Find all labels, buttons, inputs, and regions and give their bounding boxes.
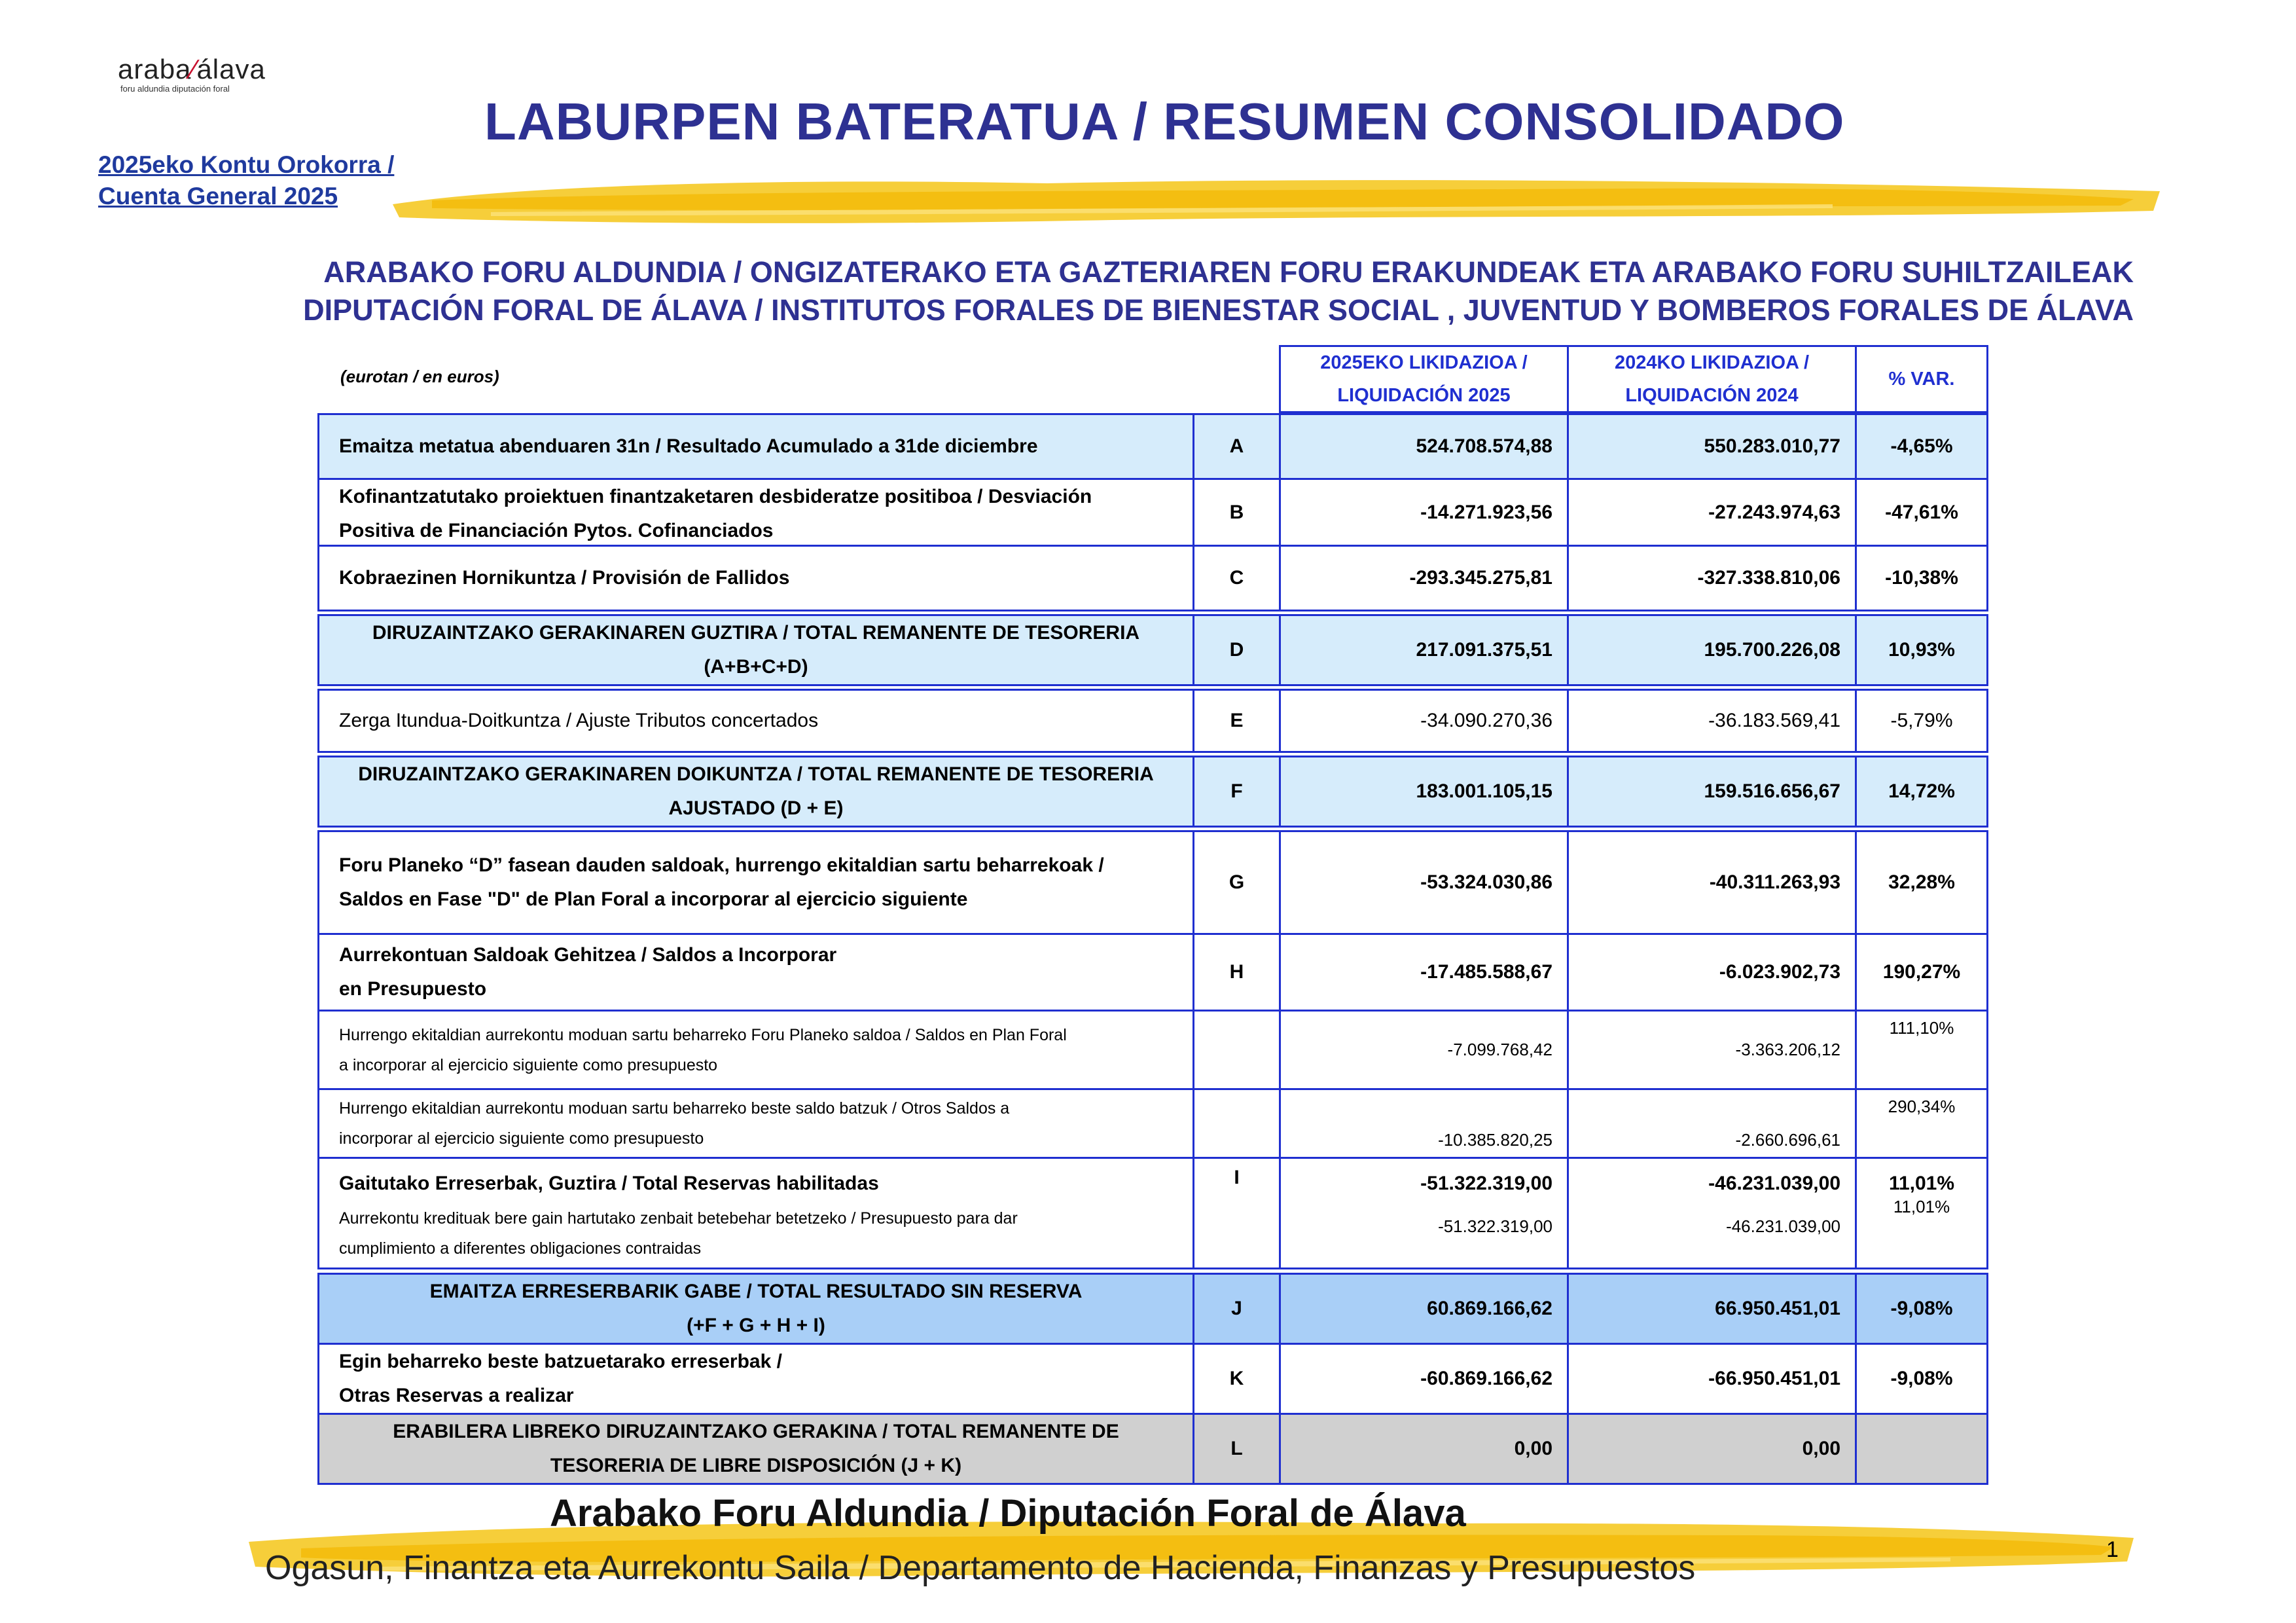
row-label — [317, 1413, 1194, 1485]
row-label — [317, 614, 1194, 686]
column-header-2024 — [1567, 345, 1857, 413]
row-label-line1: ERABILERA LIBREKO DIRUZAINTZAKO GERAKINA / TOTAL REMANENTE DE — [393, 1421, 1119, 1442]
row-sublabel-line1: Aurrekontu kredituak bere gain hartutako zenbait betebehar betetzeko / Presupuesto para dar — [339, 1209, 1018, 1228]
column-header-2025-line2: LIQUIDACIÓN 2025 — [1337, 385, 1511, 406]
row-code: G — [1193, 830, 1281, 935]
row-label-line1: Kofinantzatutako proiektuen finantzaketaren desbideratze positiboa / Desviación — [339, 486, 1092, 507]
table-row-g — [317, 830, 1988, 935]
row-code: A — [1193, 413, 1281, 480]
row-label-line1: Hurrengo ekitaldian aurrekontu moduan sartu beharreko Foru Planeko saldoa / Saldos en Plan Foral — [339, 1025, 1067, 1044]
column-header-2024-line1: 2024KO LIKIDAZIOA / — [1614, 352, 1810, 373]
row-value-2025: -17.485.588,67 — [1279, 933, 1569, 1012]
row-code: L — [1193, 1413, 1281, 1485]
column-header-var-label: % VAR. — [1888, 369, 1955, 390]
row-variation: -47,61% — [1855, 478, 1988, 547]
row-value-2025-main: -51.322.319,00 — [1420, 1173, 1552, 1194]
column-header-2024-line2: LIQUIDACIÓN 2024 — [1625, 385, 1799, 406]
row-value-2024: -3.363.206,12 — [1567, 1010, 1857, 1090]
logo-wordmark-b: álava — [196, 54, 266, 84]
row-label — [317, 1157, 1194, 1269]
row-value-2024: 0,00 — [1567, 1413, 1857, 1485]
row-value-2025: 183.001.105,15 — [1279, 756, 1569, 828]
row-value-2025: -60.869.166,62 — [1279, 1343, 1569, 1415]
table-row-e — [317, 689, 1988, 753]
row-label-line1: Emaitza metatua abenduaren 31n / Resultado Acumulado a 31de diciembre — [339, 435, 1038, 457]
row-value-2025 — [1279, 1157, 1569, 1269]
row-variation: 290,34% — [1855, 1088, 1988, 1159]
logo-wordmark-a: araba — [118, 54, 192, 84]
logo-tagline: foru aldundia diputación foral — [120, 84, 230, 94]
row-label-line1: EMAITZA ERRESERBARIK GABE / TOTAL RESULTADO SIN RESERVA — [429, 1281, 1083, 1302]
row-value-2024: -327.338.810,06 — [1567, 545, 1857, 611]
row-variation: 10,93% — [1855, 614, 1988, 686]
row-label — [317, 545, 1194, 611]
row-code: H — [1193, 933, 1281, 1012]
row-label-line2: TESORERIA DE LIBRE DISPOSICIÓN (J + K) — [550, 1455, 962, 1476]
row-label — [317, 1088, 1194, 1159]
row-value-2024: -66.950.451,01 — [1567, 1343, 1857, 1415]
row-value-2024: -6.023.902,73 — [1567, 933, 1857, 1012]
row-value-2025: -14.271.923,56 — [1279, 478, 1569, 547]
row-code: B — [1193, 478, 1281, 547]
row-label-line2: Positiva de Financiación Pytos. Cofinanciados — [339, 520, 774, 541]
table-row-f — [317, 756, 1988, 828]
row-value-2025: 524.708.574,88 — [1279, 413, 1569, 480]
units-note: (eurotan / en euros) — [340, 367, 499, 386]
row-variation: 14,72% — [1855, 756, 1988, 828]
row-value-2024: 66.950.451,01 — [1567, 1273, 1857, 1345]
subtitle-line2: Cuenta General 2025 — [98, 183, 338, 210]
logo — [118, 54, 301, 106]
row-label-line1: Aurrekontuan Saldoak Gehitzea / Saldos a Incorporar — [339, 944, 837, 966]
row-value-2025: 60.869.166,62 — [1279, 1273, 1569, 1345]
table-row-d — [317, 614, 1988, 686]
row-value-2024: 159.516.656,67 — [1567, 756, 1857, 828]
row-sublabel-line2: cumplimiento a diferentes obligaciones contraidas — [339, 1239, 702, 1258]
row-value-2024: 195.700.226,08 — [1567, 614, 1857, 686]
table-row-j — [317, 1273, 1988, 1345]
row-value-2025: -10.385.820,25 — [1279, 1088, 1569, 1159]
row-variation: 111,10% — [1855, 1010, 1988, 1090]
table-row-b — [317, 478, 1988, 547]
table-row-k — [317, 1343, 1988, 1415]
row-value-2025: -53.324.030,86 — [1279, 830, 1569, 935]
brush-stroke-top — [393, 172, 2160, 230]
row-code — [1193, 1010, 1281, 1090]
table-row-l — [317, 1413, 1988, 1485]
row-label — [317, 756, 1194, 828]
row-label-line1: DIRUZAINTZAKO GERAKINAREN DOIKUNTZA / TOTAL REMANENTE DE TESORERIA — [358, 763, 1154, 785]
table-row-h — [317, 933, 1988, 1012]
row-label-line1: Foru Planeko “D” fasean dauden saldoak, hurrengo ekitaldian sartu beharrekoak / — [339, 854, 1104, 876]
row-label — [317, 830, 1194, 935]
document-subtitle — [98, 149, 394, 212]
page-number: 1 — [2106, 1537, 2119, 1562]
row-label-line2: Otras Reservas a realizar — [339, 1385, 574, 1406]
row-label-line1: Zerga Itundua-Doitkuntza / Ajuste Tributos concertados — [339, 710, 819, 731]
row-label — [317, 1273, 1194, 1345]
row-variation-main: 11,01% — [1888, 1173, 1955, 1194]
row-variation-sub: 11,01% — [1893, 1197, 1950, 1216]
footer-institution: Arabako Foru Aldundia / Diputación Foral de Álava — [550, 1492, 1466, 1535]
row-label-line1: DIRUZAINTZAKO GERAKINAREN GUZTIRA / TOTAL REMANENTE DE TESORERIA — [372, 622, 1140, 644]
row-label-line1: Hurrengo ekitaldian aurrekontu moduan sartu beharreko beste saldo batzuk / Otros Saldos a — [339, 1099, 1010, 1118]
row-code: J — [1193, 1273, 1281, 1345]
row-value-2024 — [1567, 1157, 1857, 1269]
row-label — [317, 1343, 1194, 1415]
page-title: LABURPEN BATERATUA / RESUMEN CONSOLIDADO — [484, 92, 1845, 151]
row-code: C — [1193, 545, 1281, 611]
logo-wordmark — [118, 54, 301, 85]
row-variation: -4,65% — [1855, 413, 1988, 480]
row-variation: -9,08% — [1855, 1273, 1988, 1345]
row-code — [1193, 1088, 1281, 1159]
row-code: I — [1193, 1157, 1281, 1269]
row-label-line2: Saldos en Fase "D" de Plan Foral a incorporar al ejercicio siguiente — [339, 888, 968, 910]
footer-department: Ogasun, Finantza eta Aurrekontu Saila / Departamento de Hacienda, Finanzas y Presupuestos — [265, 1549, 1696, 1587]
row-label-line2: en Presupuesto — [339, 978, 487, 1000]
row-value-2025: -34.090.270,36 — [1279, 689, 1569, 753]
row-variation: -9,08% — [1855, 1343, 1988, 1415]
table-row-c — [317, 545, 1988, 611]
row-value-2025: 217.091.375,51 — [1279, 614, 1569, 686]
row-code: E — [1193, 689, 1281, 753]
row-variation: -10,38% — [1855, 545, 1988, 611]
table-row-a — [317, 413, 1988, 480]
row-label — [317, 478, 1194, 547]
heading-spanish: DIPUTACIÓN FORAL DE ÁLAVA / INSTITUTOS FORALES DE BIENESTAR SOCIAL , JUVENTUD Y BOMBEROS FORALES DE ÁLAVA — [303, 293, 2134, 327]
table-row-h-sub2 — [317, 1088, 1988, 1159]
row-variation — [1855, 1413, 1988, 1485]
row-value-2024-sub: -46.231.039,00 — [1726, 1216, 1840, 1236]
row-value-2025: -7.099.768,42 — [1279, 1010, 1569, 1090]
row-variation: -5,79% — [1855, 689, 1988, 753]
row-label-line2: a incorporar al ejercicio siguiente como presupuesto — [339, 1055, 718, 1074]
column-header-2025 — [1279, 345, 1569, 413]
row-value-2024-main: -46.231.039,00 — [1708, 1173, 1840, 1194]
row-value-2024: -36.183.569,41 — [1567, 689, 1857, 753]
heading-basque: ARABAKO FORU ALDUNDIA / ONGIZATERAKO ETA GAZTERIAREN FORU ERAKUNDEAK ETA ARABAKO FORU SUHILTZAILEAK — [323, 255, 2134, 289]
row-label — [317, 1010, 1194, 1090]
row-label-line1: Kobraezinen Hornikuntza / Provisión de Fallidos — [339, 567, 790, 589]
table-row-i — [317, 1157, 1988, 1269]
row-value-2024: -27.243.974,63 — [1567, 478, 1857, 547]
row-value-2024: -40.311.263,93 — [1567, 830, 1857, 935]
subtitle-line1: 2025eko Kontu Orokorra / — [98, 151, 395, 178]
column-header-2025-line1: 2025EKO LIKIDAZIOA / — [1320, 352, 1528, 373]
row-code: F — [1193, 756, 1281, 828]
row-code: D — [1193, 614, 1281, 686]
row-value-2024: 550.283.010,77 — [1567, 413, 1857, 480]
row-variation — [1855, 1157, 1988, 1269]
row-label — [317, 689, 1194, 753]
row-label-line1: Gaitutako Erreserbak, Guztira / Total Reservas habilitadas — [339, 1173, 879, 1194]
row-value-2025: -293.345.275,81 — [1279, 545, 1569, 611]
row-label-line2: (A+B+C+D) — [704, 656, 808, 678]
row-label-line2: incorporar al ejercicio siguiente como presupuesto — [339, 1129, 704, 1148]
row-label-line2: (+F + G + H + I) — [687, 1315, 825, 1336]
row-value-2025: 0,00 — [1279, 1413, 1569, 1485]
row-variation: 190,27% — [1855, 933, 1988, 1012]
row-label — [317, 413, 1194, 480]
row-label-line2: AJUSTADO (D + E) — [668, 797, 844, 819]
table-row-h-sub1 — [317, 1010, 1988, 1090]
row-value-2024: -2.660.696,61 — [1567, 1088, 1857, 1159]
column-header-var — [1855, 345, 1988, 413]
row-value-2025-sub: -51.322.319,00 — [1438, 1216, 1552, 1236]
row-label-line1: Egin beharreko beste batzuetarako erreserbak / — [339, 1351, 782, 1372]
row-code: K — [1193, 1343, 1281, 1415]
row-label — [317, 933, 1194, 1012]
logo-accent-mark: ⁄ — [191, 54, 197, 84]
row-variation: 32,28% — [1855, 830, 1988, 935]
